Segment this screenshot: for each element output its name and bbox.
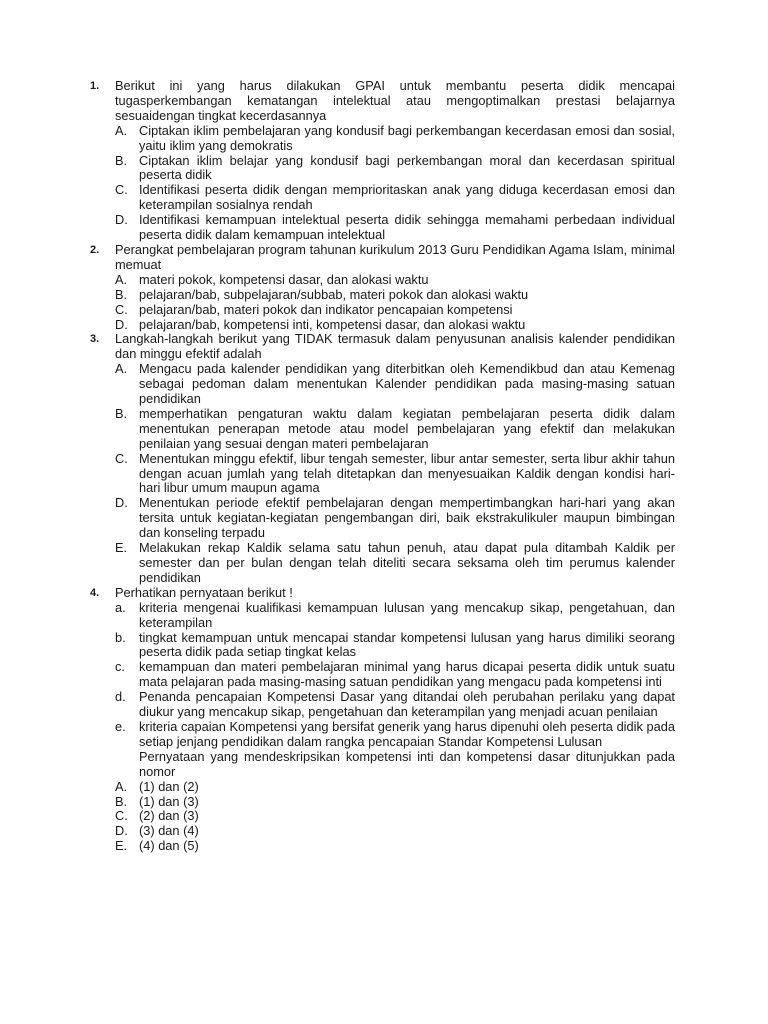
statement-c <box>115 660 675 690</box>
option-b <box>115 407 675 452</box>
question-1 <box>90 79 675 243</box>
option-a <box>115 273 675 288</box>
option-label: A. <box>115 778 128 794</box>
question-prompt: Pernyataan yang mendeskripsikan kompetensi inti dan kompetensi dasar ditunjukkan pada nomor <box>139 748 675 779</box>
statement-label: e. <box>115 718 126 734</box>
question-number: 3. <box>90 333 100 346</box>
option-text: (3) dan (4) <box>139 823 199 839</box>
option-a <box>115 780 675 795</box>
question-4 <box>90 586 675 854</box>
option-text: Melakukan rekap Kaldik selama satu tahun penuh, atau dapat pula ditambah Kaldik per semester dan per bulan dengan telah diteliti secara seksama oleh tim perumus kalender pendidikan <box>139 540 675 585</box>
option-b <box>115 795 675 810</box>
question-3 <box>90 332 675 585</box>
option-label: C. <box>115 808 128 824</box>
option-text: Ciptakan iklim pembelajaran yang kondusif bagi perkembangan kecerdasan emosi dan sosial, yaitu iklim yang demokratis <box>139 122 675 153</box>
statement-text: Penanda pencapaian Kompetensi Dasar yang ditandai oleh perubahan perilaku yang dapat diukur yang mencakup sikap, pengetahuan dan keterampilan yang menjadi acuan penilaian <box>139 689 675 720</box>
question-text: Berikut ini yang harus dilakukan GPAI untuk membantu peserta didik mencapai tugasperkembangan kematangan intelektual atau mengoptimalkan prestasi belajarnya sesuaidengan tingkat kecerdasannya <box>115 78 675 123</box>
option-label: B. <box>115 152 128 168</box>
option-label: A. <box>115 361 128 377</box>
question-text: Perangkat pembelajaran program tahunan kurikulum 2013 Guru Pendidikan Agama Islam, minimal memuat <box>115 241 675 272</box>
option-label: D. <box>115 823 128 839</box>
option-d <box>115 213 675 243</box>
option-text: pelajaran/bab, kompetensi inti, kompetensi dasar, dan alokasi waktu <box>139 316 526 332</box>
question-number: 1. <box>90 80 100 92</box>
option-a <box>115 362 675 407</box>
option-label: B. <box>115 793 128 809</box>
statement-label: d. <box>115 689 126 705</box>
option-text: Mengacu pada kalender pendidikan yang diterbitkan oleh Kemendikbud dan atau Kemenag sebagai pedoman dalam menentukan Kalender pendidikan pada masing-masing satuan pendidikan <box>139 361 675 407</box>
statement-e <box>115 720 675 780</box>
option-text: pelajaran/bab, materi pokok dan indikator pencapaian kompetensi <box>139 301 513 317</box>
option-label: A. <box>115 122 128 138</box>
option-text: pelajaran/bab, subpelajaran/subbab, materi pokok dan alokasi waktu <box>139 286 529 302</box>
statement-d <box>115 690 675 720</box>
document-body <box>90 79 675 854</box>
statement-text: kriteria mengenai kualifikasi kemampuan lulusan yang mencakup sikap, pengetahuan, dan keterampilan <box>139 599 675 630</box>
statement-label: b. <box>115 629 126 645</box>
option-d <box>115 318 675 333</box>
option-text: (1) dan (3) <box>139 793 199 809</box>
option-a <box>115 124 675 154</box>
option-label: E. <box>115 838 128 854</box>
option-text: Identifikasi kemampuan intelektual peserta didik sehingga memahami perbedaan individual peserta didik dalam kemampuan intelektual <box>139 212 675 243</box>
option-d <box>115 496 675 541</box>
option-text: materi pokok, kompetensi dasar, dan alokasi waktu <box>139 271 429 287</box>
option-c <box>115 452 675 497</box>
option-text: Menentukan minggu efektif, libur tengah semester, libur antar semester, serta libur akhir tahun dengan acuan jumlah yang telah ditetapkan dan menyesuaikan Kaldik dengan kondisi hari-hari libur umum maupun agama <box>139 450 675 496</box>
option-text: memperhatikan pengaturan waktu dalam kegiatan pembelajaran peserta didik dalam menentukan penerapan metode atau model pembelajaran yang efektif dan melakukan penilaian yang sesuai dengan materi pembelajaran <box>139 405 675 451</box>
question-text: Perhatikan pernyataan berikut ! <box>115 584 293 600</box>
option-c <box>115 809 675 824</box>
statement-b <box>115 631 675 661</box>
option-text: (4) dan (5) <box>139 838 199 854</box>
option-text: Identifikasi peserta didik dengan memprioritaskan anak yang diduga kecerdasan emosi dan keterampilan sosialnya rendah <box>139 182 675 213</box>
option-b <box>115 288 675 303</box>
option-d <box>115 824 675 839</box>
option-label: A. <box>115 271 128 287</box>
question-text: Langkah-langkah berikut yang TIDAK termasuk dalam penyusunan analisis kalender pendidikan dan minggu efektif adalah <box>115 331 675 362</box>
option-label: C. <box>115 450 128 466</box>
option-label: C. <box>115 301 128 317</box>
option-text: (2) dan (3) <box>139 808 199 824</box>
option-label: B. <box>115 405 128 421</box>
statement-a <box>115 601 675 631</box>
statement-label: a. <box>115 599 126 615</box>
option-c <box>115 183 675 213</box>
statement-label: c. <box>115 659 125 675</box>
option-label: D. <box>115 316 128 332</box>
option-label: C. <box>115 182 128 198</box>
statement-text: tingkat kemampuan untuk mencapai standar kompetensi lulusan yang harus dimiliki seorang peserta didik pada setiap tingkat kelas <box>139 629 675 660</box>
statement-text: kriteria capaian Kompetensi yang bersifat generik yang harus dipenuhi oleh peserta didik pada setiap jenjang pendidikan dalam rangka pencapaian Standar Kompetensi Lulusan <box>139 718 675 749</box>
option-label: D. <box>115 212 128 228</box>
option-label: E. <box>115 540 128 556</box>
question-number: 4. <box>90 586 100 599</box>
question-number: 2. <box>90 243 100 256</box>
option-text: Ciptakan iklim belajar yang kondusif bagi perkembangan moral dan kecerdasan spiritual peserta didik <box>139 152 675 183</box>
option-text: (1) dan (2) <box>139 778 199 794</box>
option-b <box>115 154 675 184</box>
option-label: B. <box>115 286 128 302</box>
option-text: Menentukan periode efektif pembelajaran dengan mempertimbangkan hari-hari yang akan tersita untuk kegiatan-kegiatan pengembangan diri, baik ekstrakulikuler maupun bimbingan dan konseling terpadu <box>139 495 675 541</box>
question-2 <box>90 243 675 332</box>
statement-text: kemampuan dan materi pembelajaran minimal yang harus dicapai peserta didik untuk suatu mata pelajaran pada masing-masing satuan pendidikan yang mengacu pada kompetensi inti <box>139 659 675 690</box>
option-label: D. <box>115 495 128 511</box>
option-c <box>115 303 675 318</box>
option-e <box>115 839 675 854</box>
option-e <box>115 541 675 586</box>
